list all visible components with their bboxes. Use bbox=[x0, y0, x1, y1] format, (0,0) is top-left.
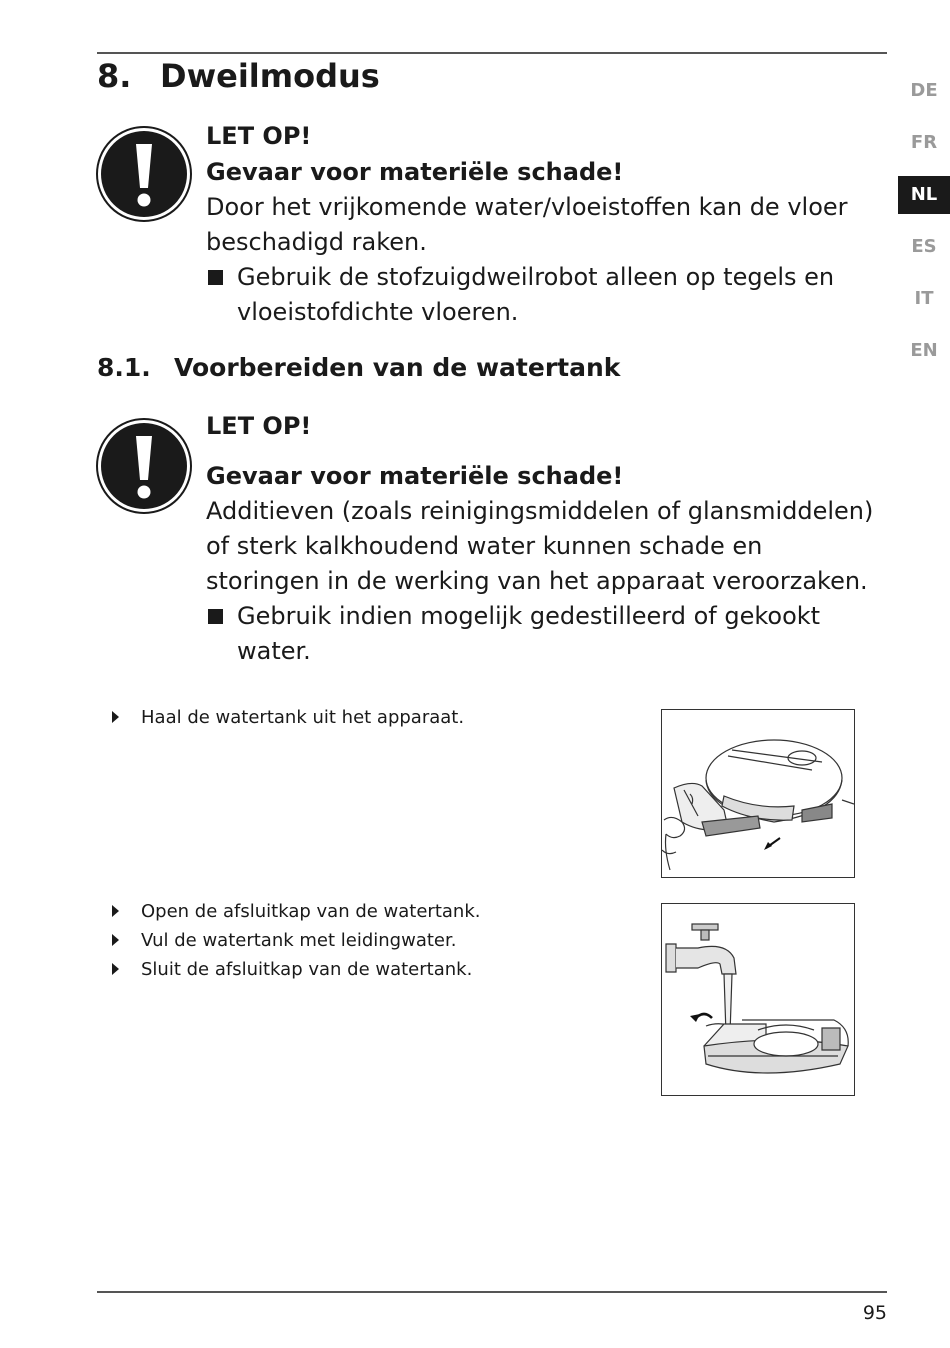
step-item: Sluit de afsluitkap van de watertank. bbox=[108, 955, 628, 984]
warning-bullet: Gebruik indien mogelijk gedestilleerd of gekookt water. bbox=[206, 599, 876, 669]
warning-bullet: Gebruik de stofzuigdweilrobot alleen op tegels en vloeistofdichte vloeren. bbox=[206, 260, 876, 330]
language-tab-it[interactable]: IT bbox=[914, 288, 934, 309]
section-heading bbox=[97, 57, 380, 95]
language-tabs bbox=[898, 72, 950, 384]
bottom-rule bbox=[97, 1291, 887, 1293]
step-item: Haal de watertank uit het apparaat. bbox=[108, 703, 628, 732]
subsection-number: 8.1. bbox=[97, 353, 151, 382]
section-title: Dweilmodus bbox=[160, 57, 380, 95]
figure-remove-tank bbox=[661, 709, 855, 878]
exclamation-circle-icon bbox=[96, 418, 192, 514]
subsection-title: Voorbereiden van de watertank bbox=[174, 353, 621, 382]
exclamation-circle-icon bbox=[96, 126, 192, 222]
figure-fill-tank bbox=[661, 903, 855, 1096]
page-number: 95 bbox=[862, 1302, 887, 1324]
language-tab-es[interactable]: ES bbox=[911, 236, 937, 257]
warning-label: LET OP! bbox=[206, 412, 312, 440]
warning-block-1 bbox=[206, 118, 876, 330]
robot-remove-tank-illustration bbox=[662, 710, 854, 877]
warning-text: Door het vrijkomende water/vloeistoffen kan de vloer beschadigd raken. bbox=[206, 193, 848, 256]
steps-remove-tank bbox=[108, 703, 628, 732]
language-tab-fr[interactable]: FR bbox=[910, 132, 938, 153]
step-item: Vul de watertank met leidingwater. bbox=[108, 926, 628, 955]
subsection-heading bbox=[97, 353, 620, 382]
language-tab-en[interactable]: EN bbox=[910, 340, 938, 361]
warning-subtitle: Gevaar voor materiële schade! bbox=[206, 158, 624, 186]
warning-block-2 bbox=[206, 408, 876, 669]
steps-fill-tank bbox=[108, 897, 628, 984]
language-tab-de[interactable]: DE bbox=[910, 80, 938, 101]
faucet-fill-tank-illustration bbox=[662, 904, 854, 1095]
language-tab-nl[interactable]: NL bbox=[898, 176, 950, 214]
top-rule bbox=[97, 52, 887, 54]
warning-subtitle: Gevaar voor materiële schade! bbox=[206, 462, 624, 490]
step-item: Open de afsluitkap van de watertank. bbox=[108, 897, 628, 926]
warning-label: LET OP! bbox=[206, 122, 312, 150]
section-number: 8. bbox=[97, 57, 132, 95]
warning-text: Additieven (zoals reinigingsmiddelen of glansmiddelen) of sterk kalkhoudend water kunnen schade en storingen in de werking van het apparaat veroorzaken. bbox=[206, 497, 874, 595]
